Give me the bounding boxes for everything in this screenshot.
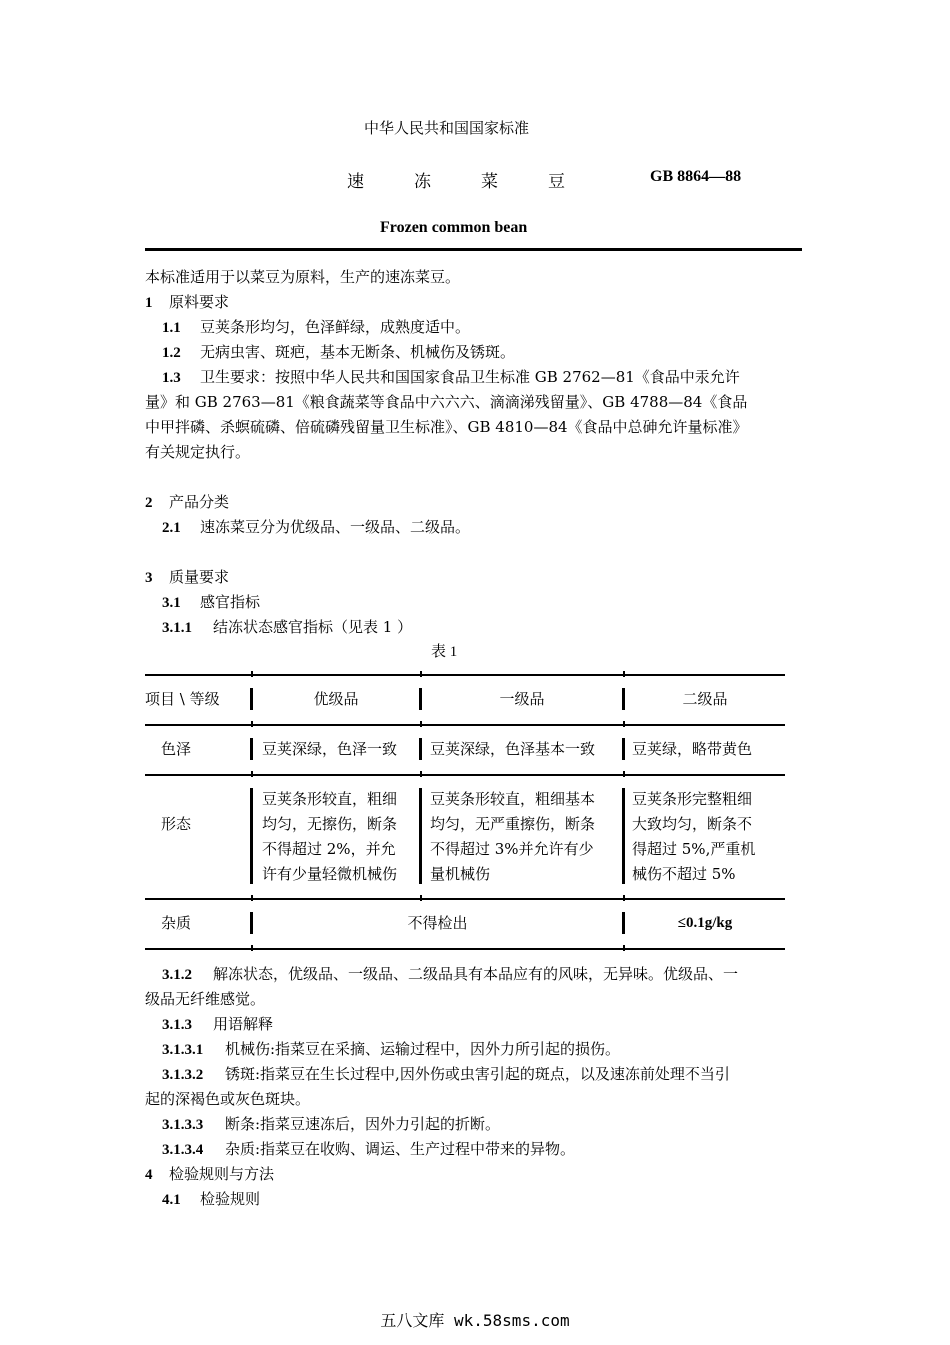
section-number: 3.1 — [162, 595, 181, 611]
section-number: 2 — [145, 495, 153, 511]
section-3-1-1 — [162, 615, 412, 641]
section-number: 4 — [145, 1167, 153, 1183]
section-3-1-3-4 — [162, 1137, 575, 1163]
table-cell-shape-first-line: 豆荚条形较直，粗细基本 — [430, 790, 596, 808]
section-text: 卫生要求：按照中华人民共和国国家食品卫生标准 GB 2762—81《食品中汞允许 — [200, 368, 740, 386]
section-3-1-3-1 — [162, 1037, 620, 1063]
standard-org: 中华人民共和国国家标准 — [364, 119, 530, 137]
section-1-1 — [162, 315, 470, 341]
section-title: 质量要求 — [169, 568, 230, 586]
section-number: 4.1 — [162, 1192, 181, 1208]
section-number: 1.3 — [162, 370, 181, 386]
table-cell-impurity-second: ≤0.1g/kg — [677, 915, 733, 931]
section-1-2 — [162, 340, 515, 366]
english-title: Frozen common bean — [380, 219, 528, 236]
section-number: 3.1.1 — [162, 620, 192, 636]
table-tick — [251, 771, 253, 777]
footer-watermark: 五八文库 wk.58sms.com — [380, 1311, 570, 1330]
section-3-1-2 — [162, 962, 738, 988]
table-rule — [145, 674, 785, 676]
section-title: 原料要求 — [169, 293, 230, 311]
table-cell-color-second: 豆荚绿，略带黄色 — [632, 740, 753, 758]
table-divider — [622, 788, 625, 884]
table-header-premium: 优级品 — [313, 690, 359, 708]
table-cell-shape-premium-line: 不得超过 2%，并允 — [262, 840, 396, 858]
table-cell-shape-second-line: 械伤不超过 5% — [632, 865, 736, 883]
section-number: 3.1.3.1 — [162, 1042, 204, 1058]
section-text: 锈斑:指菜豆在生长过程中,因外伤或虫害引起的斑点，以及速冻前处理不当引 — [225, 1065, 730, 1083]
table-rule — [145, 774, 785, 776]
table-tick — [251, 945, 253, 951]
section-2-1 — [162, 515, 470, 541]
table-cell-shape-second-line: 得超过 5%,严重机 — [632, 840, 756, 858]
title-char-4: 豆 — [548, 172, 565, 192]
section-text: 机械伤:指菜豆在采摘、运输过程中，因外力所引起的损伤。 — [225, 1040, 621, 1058]
table-tick — [251, 721, 253, 727]
section-text: 断条:指菜豆速冻后，因外力引起的折断。 — [225, 1115, 501, 1133]
section-title: 结冻状态感官指标（见表 1 ） — [213, 618, 413, 636]
section-3-1-2-line-2: 级品无纤维感觉。 — [145, 990, 266, 1008]
table-row-label-color: 色泽 — [161, 740, 192, 758]
section-1-3-line-2: 量》和 GB 2763—81《粮食蔬菜等食品中六六六、滴滴涕残留量》、GB 4788—84《食品 — [145, 393, 748, 411]
table-row-label-shape: 形态 — [161, 815, 192, 833]
section-number: 1 — [145, 295, 153, 311]
table-rule — [145, 898, 785, 900]
table-rule — [145, 724, 785, 726]
section-title: 用语解释 — [213, 1015, 274, 1033]
section-text: 速冻菜豆分为优级品、一级品、二级品。 — [200, 518, 471, 536]
table-tick — [251, 895, 253, 901]
section-1-3-line-4: 有关规定执行。 — [145, 443, 251, 461]
section-number: 2.1 — [162, 520, 181, 536]
section-text: 无病虫害、斑疤，基本无断条、机械伤及锈斑。 — [200, 343, 516, 361]
section-text: 豆荚条形均匀，色泽鲜绿，成熟度适中。 — [200, 318, 471, 336]
section-3-heading — [145, 565, 229, 591]
table-cell-shape-second-line: 大致均匀，断条不 — [632, 815, 753, 833]
table-tick — [623, 721, 625, 727]
section-number: 1.2 — [162, 345, 181, 361]
section-1-3-line-3: 中甲拌磷、杀螟硫磷、倍硫磷残留量卫生标准》、GB 4810—84《食品中总砷允许量标准》 — [145, 418, 748, 436]
section-3-1 — [162, 590, 260, 616]
title-char-3: 菜 — [481, 172, 498, 192]
table-header-item-grade: 项目 \ 等级 — [145, 690, 220, 708]
section-3-1-3-2 — [162, 1062, 730, 1088]
section-4-1 — [162, 1187, 260, 1213]
section-number: 3.1.2 — [162, 967, 192, 983]
table-tick — [251, 671, 253, 677]
section-1-heading — [145, 290, 229, 316]
section-title: 产品分类 — [169, 493, 230, 511]
table-cell-impurity-merged: 不得检出 — [407, 914, 468, 932]
table-cell-shape-second-line: 豆荚条形完整粗细 — [632, 790, 753, 808]
table-divider — [419, 788, 422, 884]
table-cell-color-premium: 豆荚深绿，色泽一致 — [262, 740, 398, 758]
title-char-2: 冻 — [414, 172, 431, 192]
section-number: 3.1.3.2 — [162, 1067, 204, 1083]
table-tick — [623, 895, 625, 901]
title-char-1: 速 — [347, 172, 364, 192]
table-tick — [420, 771, 422, 777]
section-3-1-3 — [162, 1012, 273, 1038]
section-title: 检验规则与方法 — [169, 1165, 275, 1183]
section-title: 感官指标 — [200, 593, 261, 611]
intro: 本标准适用于以菜豆为原料，生产的速冻菜豆。 — [145, 268, 461, 286]
section-text: 杂质:指菜豆在收购、调运、生产过程中带来的异物。 — [225, 1140, 576, 1158]
table-row-label-impurity: 杂质 — [161, 914, 192, 932]
section-number: 3.1.3 — [162, 1017, 192, 1033]
section-4-heading — [145, 1162, 274, 1188]
table-caption: 表 1 — [431, 644, 458, 660]
section-number: 3.1.3.3 — [162, 1117, 204, 1133]
section-3-1-3-3 — [162, 1112, 500, 1138]
table-divider — [419, 738, 422, 760]
table-tick — [420, 895, 422, 901]
table-header-first-grade: 一级品 — [499, 690, 545, 708]
table-cell-shape-premium-line: 均匀，无擦伤，断条 — [262, 815, 398, 833]
table-divider — [250, 738, 253, 760]
table-tick — [420, 721, 422, 727]
table-divider — [622, 738, 625, 760]
header-rule — [145, 248, 802, 251]
standard-code: GB 8864—88 — [650, 168, 742, 185]
table-rule — [145, 948, 785, 950]
table-cell-color-first: 豆荚深绿，色泽基本一致 — [430, 740, 596, 758]
section-number: 3.1.3.4 — [162, 1142, 204, 1158]
section-1-3 — [162, 365, 740, 391]
sensory-table — [145, 674, 785, 950]
section-number: 1.1 — [162, 320, 181, 336]
section-2-heading — [145, 490, 229, 516]
table-divider — [250, 788, 253, 884]
section-text: 解冻状态，优级品、一级品、二级品具有本品应有的风味，无异味。优级品、一 — [213, 965, 739, 983]
table-cell-shape-first-line: 量机械伤 — [430, 865, 491, 883]
table-cell-shape-first-line: 均匀，无严重擦伤，断条 — [430, 815, 596, 833]
table-cell-shape-premium-line: 豆荚条形较直，粗细 — [262, 790, 398, 808]
section-number: 3 — [145, 570, 153, 586]
table-tick — [623, 771, 625, 777]
table-header-second-grade: 二级品 — [682, 690, 728, 708]
table-cell-shape-first-line: 不得超过 3%并允许有少 — [430, 840, 594, 858]
table-tick — [623, 945, 625, 951]
table-cell-shape-premium-line: 许有少量轻微机械伤 — [262, 865, 398, 883]
section-3-1-3-2-line-2: 起的深褐色或灰色斑块。 — [145, 1090, 311, 1108]
table-tick — [420, 671, 422, 677]
section-title: 检验规则 — [200, 1190, 261, 1208]
table-tick — [623, 671, 625, 677]
